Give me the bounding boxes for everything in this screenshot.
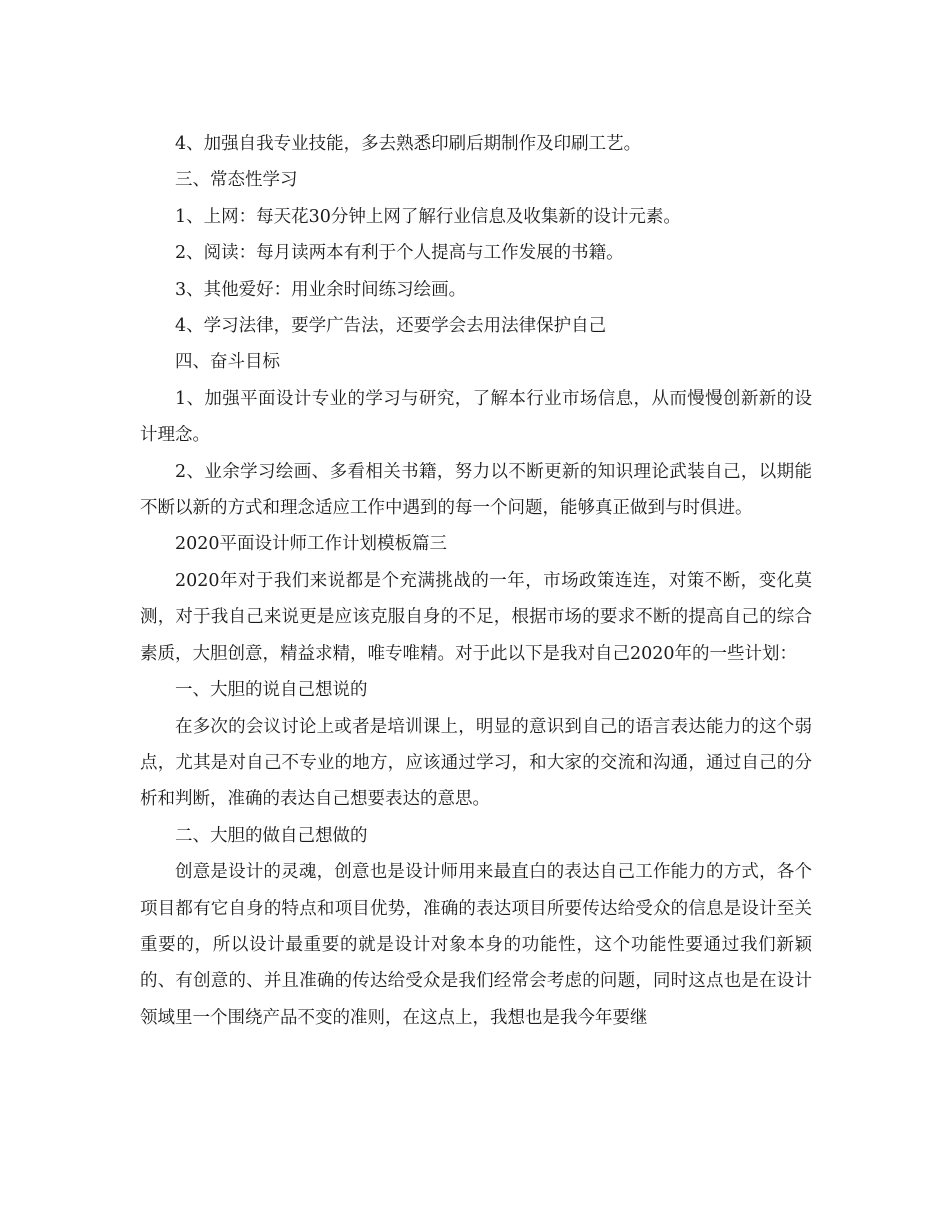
body-paragraph: 创意是设计的灵魂，创意也是设计师用来最直白的表达自己工作能力的方式，各个项目都有它自身的特点和项目优势，准确的表达项目所要传达给受众的信息是设计至关重要的，所以设计最重要的就是设计对象本身的功能性，这个功能性要通过我们新颖的、有创意的、并且准确的传达给受众是我们经常会考虑的问题，同时这点也是在设计领域里一个围绕产品不变的准则，在这点上，我想也是我今年要继 [140,862,812,1028]
body-paragraph: 2020年对于我们来说都是个充满挑战的一年，市场政策连连，对策不断，变化莫测，对于我自己来说更是应该克服自身的不足，根据市场的要求不断的提高自己的综合素质，大胆创意，精益求精，唯专唯精。对于此以下是我对自己2020年的一些计划： [140,570,812,664]
section-heading: 三、常态性学习 [175,170,298,191]
section-heading: 一、大胆的说自己想说的 [175,680,368,701]
section-heading: 二、大胆的做自己想做的 [175,825,368,846]
list-item: 4、学习法律，要学广告法，还要学会去用法律保护自己 [175,316,607,337]
body-paragraph: 在多次的会议讨论上或者是培训课上，明显的意识到自己的语言表达能力的这个弱点，尤其是对自己不专业的地方，应该通过学习，和大家的交流和沟通，通过自己的分析和判断，准确的表达自己想要表达的意思。 [140,716,812,810]
list-item: 2、业余学习绘画、多看相关书籍，努力以不断更新的知识理论武装自己，以期能不断以新的方式和理念适应工作中遇到的每一个问题，能够真正做到与时俱进。 [140,461,812,519]
document-body [140,126,812,1036]
section-heading: 四、奋斗目标 [175,352,280,373]
list-item: 2、阅读：每月读两本有利于个人提高与工作发展的书籍。 [175,243,624,264]
list-item: 3、其他爱好：用业余时间练习绘画。 [175,279,467,300]
document-title: 2020平面设计师工作计划模板篇三 [175,534,448,555]
list-item: 1、上网：每天花30分钟上网了解行业信息及收集新的设计元素。 [175,206,681,227]
list-item: 1、加强平面设计专业的学习与研究，了解本行业市场信息，从而慢慢创新新的设计理念。 [140,388,812,446]
list-item: 4、加强自我专业技能，多去熟悉印刷后期制作及印刷工艺。 [175,134,642,154]
